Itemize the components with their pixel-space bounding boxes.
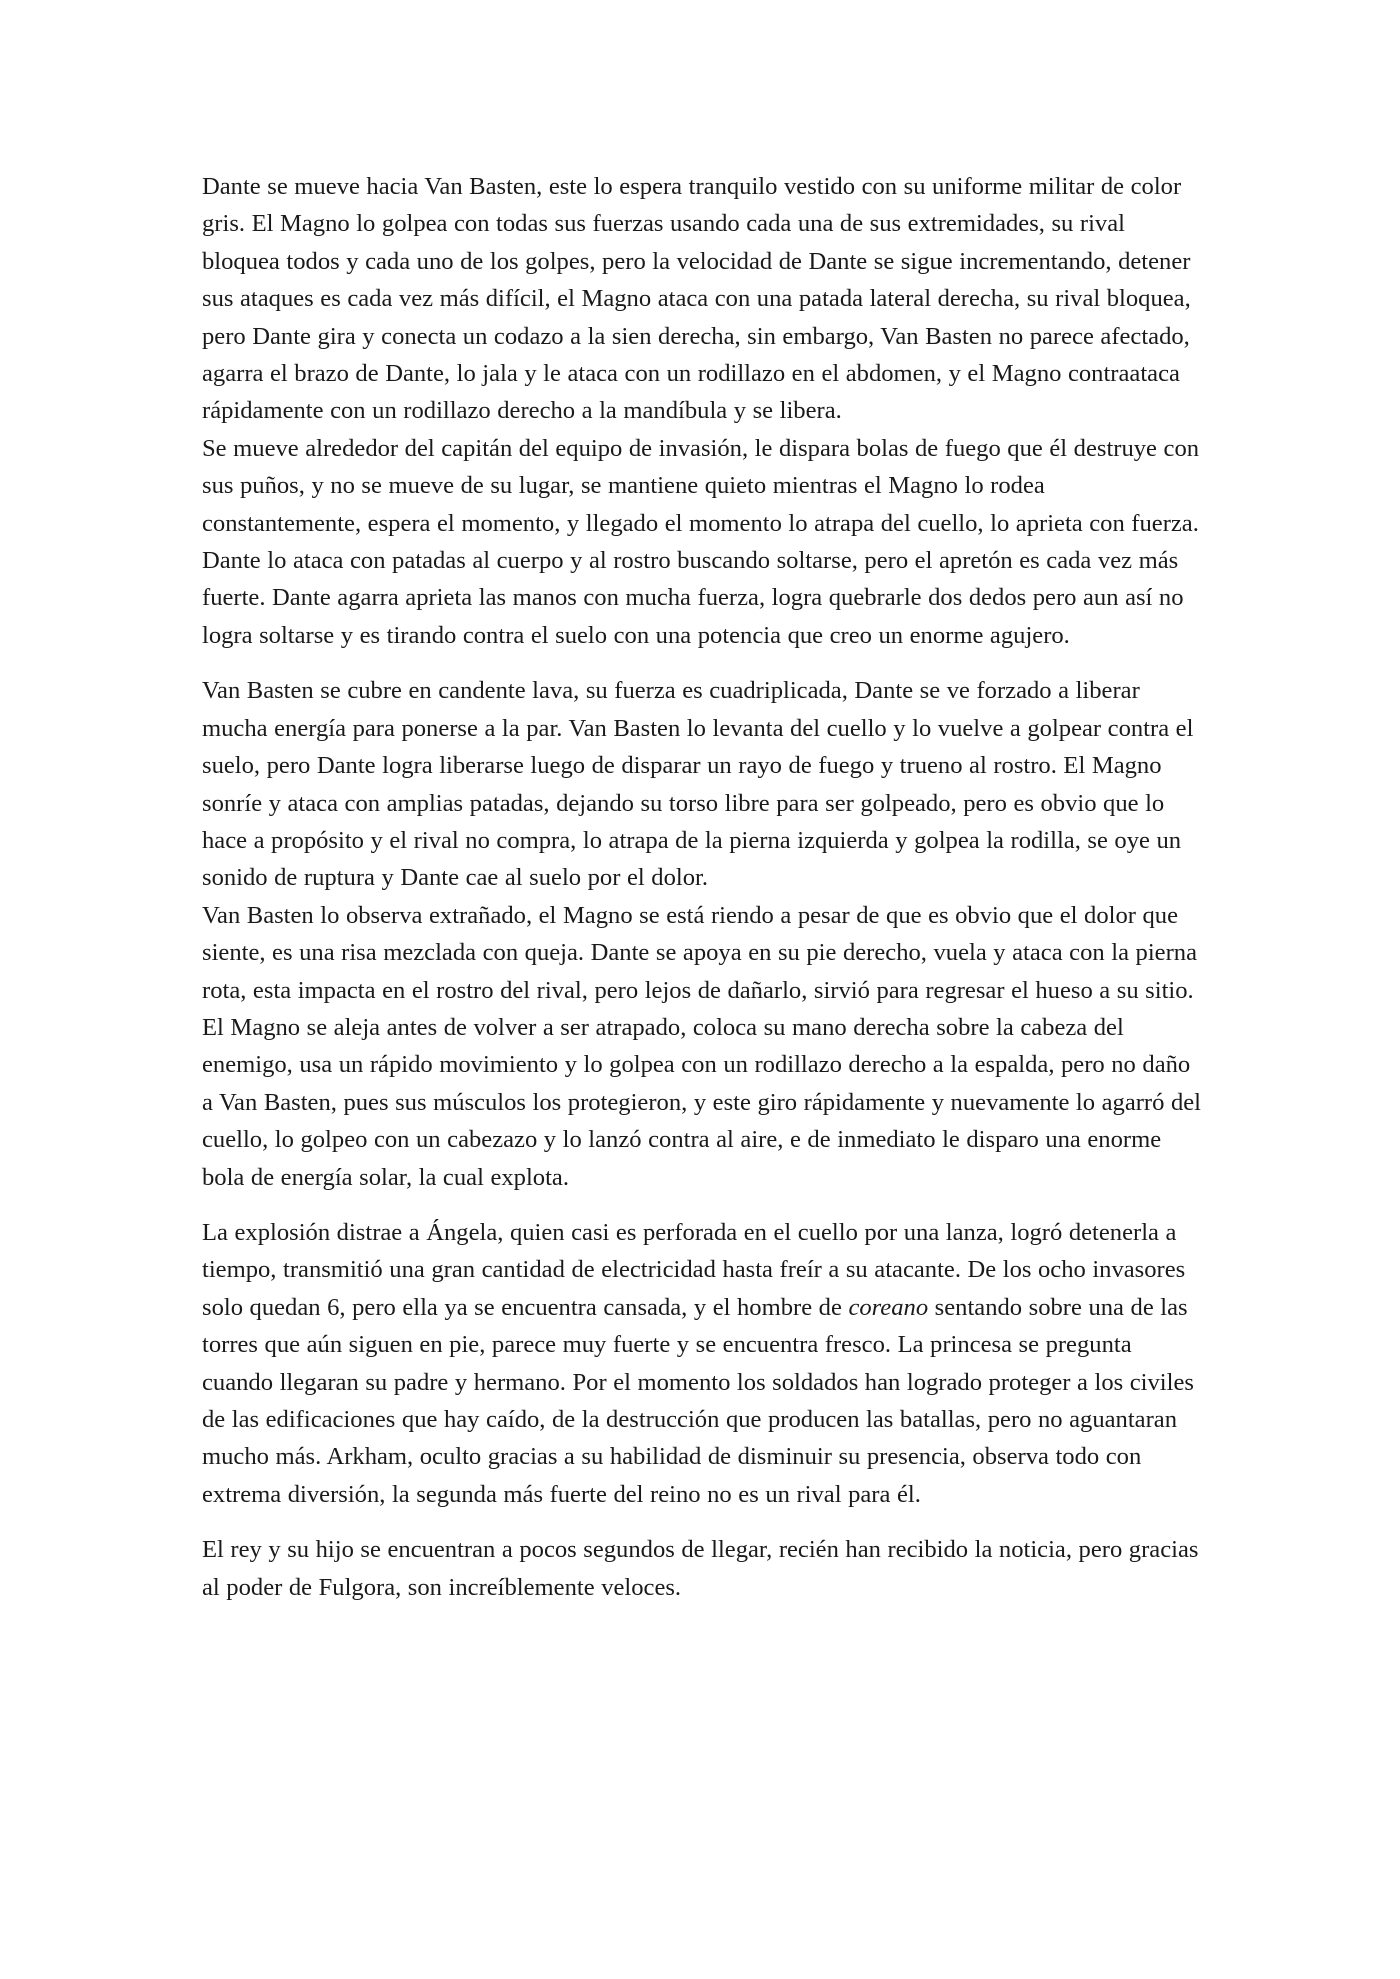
paragraph-text: La explosión distrae a Ángela, quien casi es perforada en el cuello por una lanza, logró detenerla a tiempo, transmitió una gran cantidad de electricidad hasta freír a su atacante. De los ocho invasores solo quedan 6, pero ella ya se encuentra cansada, y el hombre de	[202, 1218, 1186, 1321]
section-2	[202, 672, 1207, 1196]
paragraph: Van Basten se cubre en candente lava, su fuerza es cuadriplicada, Dante se ve forzado a liberar mucha energía para ponerse a la par. Van Basten lo levanta del cuello y lo vuelve a golpear contra el suelo, pero Dante logra liberarse luego de disparar un rayo de fuego y trueno al rostro. El Magno sonríe y ataca con amplias patadas, dejando su torso libre para ser golpeado, pero es obvio que lo hace a propósito y el rival no compra, lo atrapa de la pierna izquierda y golpea la rodilla, se oye un sonido de ruptura y Dante cae al suelo por el dolor.	[202, 677, 1194, 892]
paragraph	[202, 1214, 1207, 1513]
paragraph: Dante se mueve hacia Van Basten, este lo espera tranquilo vestido con su uniforme militar de color gris. El Magno lo golpea con todas sus fuerzas usando cada una de sus extremidades, su rival bloquea todos y cada uno de los golpes, pero la velocidad de Dante se sigue incrementando, detener sus ataques es cada vez más difícil, el Magno ataca con una patada lateral derecha, su rival bloquea, pero Dante gira y conecta un codazo a la sien derecha, sin embargo, Van Basten no parece afectado, agarra el brazo de Dante, lo jala y le ataca con un rodillazo en el abdomen, y el Magno contraataca rápidamente con un rodillazo derecho a la mandíbula y se libera.	[202, 173, 1191, 425]
document-body	[202, 168, 1207, 1624]
section-4	[202, 1531, 1207, 1606]
paragraph-text: sentando sobre una de las torres que aún siguen en pie, parece muy fuerte y se encuentra fresco. La princesa se pregunta cuando llegaran su padre y hermano. Por el momento los soldados han logrado proteger a los civiles de las edificaciones que hay caído, de la destrucción que producen las batallas, pero no aguantaran mucho más. Arkham, oculto gracias a su habilidad de disminuir su presencia, observa todo con extrema diversión, la segunda más fuerte del reino no es un rival para él.	[202, 1293, 1194, 1508]
paragraph: El rey y su hijo se encuentran a pocos segundos de llegar, recién han recibido la noticia, pero gracias al poder de Fulgora, son increíblemente veloces.	[202, 1536, 1199, 1601]
italic-term: coreano	[848, 1293, 929, 1321]
paragraph: Se mueve alrededor del capitán del equipo de invasión, le dispara bolas de fuego que él destruye con sus puños, y no se mueve de su lugar, se mantiene quieto mientras el Magno lo rodea constantemente, espera el momento, y llegado el momento lo atrapa del cuello, lo aprieta con fuerza. Dante lo ataca con patadas al cuerpo y al rostro buscando soltarse, pero el apretón es cada vez más fuerte. Dante agarra aprieta las manos con mucha fuerza, logra quebrarle dos dedos pero aun así no logra soltarse y es tirando contra el suelo con una potencia que creo un enorme agujero.	[202, 434, 1200, 649]
paragraph: Van Basten lo observa extrañado, el Magno se está riendo a pesar de que es obvio que el dolor que siente, es una risa mezclada con queja. Dante se apoya en su pie derecho, vuela y ataca con la pierna rota, esta impacta en el rostro del rival, pero lejos de dañarlo, sirvió para regresar el hueso a su sitio. El Magno se aleja antes de volver a ser atrapado, coloca su mano derecha sobre la cabeza del enemigo, usa un rápido movimiento y lo golpea con un rodillazo derecho a la espalda, pero no daño a Van Basten, pues sus músculos los protegieron, y este giro rápidamente y nuevamente lo agarró del cuello, lo golpeo con un cabezazo y lo lanzó contra al aire, e de inmediato le disparo una enorme bola de energía solar, la cual explota.	[202, 901, 1201, 1191]
section-3	[202, 1214, 1207, 1513]
section-1	[202, 168, 1207, 654]
